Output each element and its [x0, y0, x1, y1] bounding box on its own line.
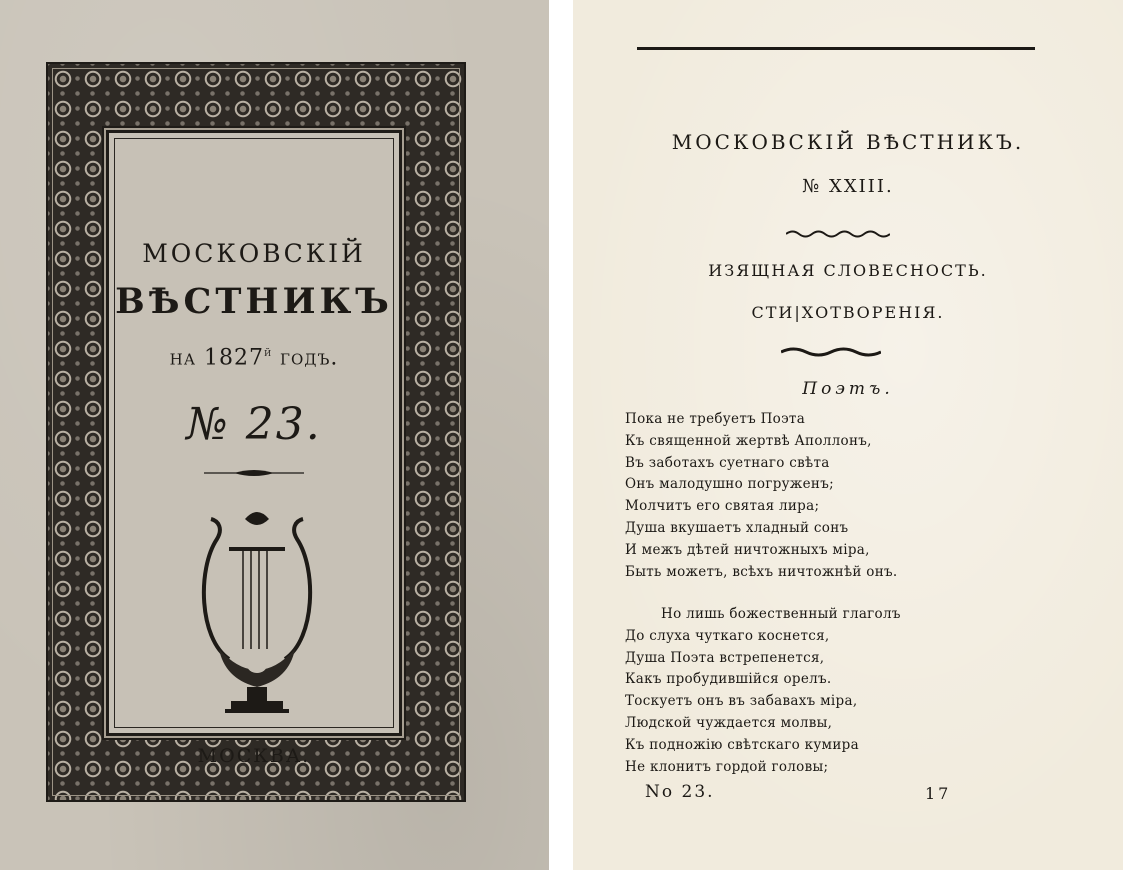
- cover-year-prefix: на 1827: [169, 345, 265, 371]
- page-gap: [549, 0, 573, 870]
- poem-line: Молчитъ его святая лира;: [625, 498, 820, 515]
- stanza-2: [625, 604, 901, 778]
- poem-line: Пока не требуетъ Поэта: [625, 411, 806, 427]
- page-title: МОСКОВСКІЙ ВѢСТНИКЪ.: [671, 130, 1025, 154]
- issue-number: № XXIII.: [802, 176, 894, 197]
- cover-year: [109, 345, 399, 370]
- wave-ornament-icon: [786, 229, 890, 239]
- cover-year-suffix: годъ.: [272, 345, 339, 371]
- poem-line: До слуха чуткаго коснется,: [625, 627, 830, 644]
- poem-line: Быть можетъ, всѣхъ ничтожнѣй онъ.: [625, 563, 898, 580]
- stanza-1: [625, 409, 898, 583]
- lyre-icon: [189, 509, 325, 721]
- cover-panel: [106, 130, 402, 767]
- cover-city: МОСКВА.: [197, 745, 311, 767]
- cover-title-line1: МОСКОВСКІЙ: [142, 239, 366, 268]
- poem-line: Не клонитъ гордой головы;: [625, 758, 829, 775]
- poem-title: Поэтъ.: [802, 379, 894, 399]
- poem-line: И межъ дѣтей ничтожныхъ міра,: [625, 541, 870, 558]
- cover-title-line2: ВѢСТНИКЪ: [115, 281, 393, 322]
- page-number: 17: [925, 784, 952, 803]
- poem-line: Какъ пробудившійся орелъ.: [625, 671, 832, 688]
- top-rule: [637, 47, 1035, 50]
- poem-line: Но лишь божественный глаголъ: [661, 606, 901, 622]
- poem-line: Къ священной жертвѣ Аполлонъ,: [625, 432, 872, 449]
- ornamental-border: [46, 62, 466, 802]
- subsection-heading: СТИ|ХОТВОРЕНІЯ.: [751, 303, 945, 322]
- poem-line: Онъ малодушно погруженъ;: [625, 476, 834, 493]
- wave-ornament-icon: [781, 347, 881, 357]
- cover-issue-number: № 23.: [186, 399, 322, 450]
- cover-year-sup: й: [264, 345, 273, 359]
- poem-line: Душа вкушаетъ хладный сонъ: [625, 519, 849, 536]
- section-heading: ИЗЯЩНАЯ СЛОВЕСНОСТЬ.: [708, 261, 988, 280]
- ornament-divider-icon: [204, 467, 304, 479]
- poem-line: Къ подножію свѣтскаго кумира: [625, 736, 859, 753]
- footer-issue-number: No 23.: [645, 782, 715, 802]
- poem-line: Душа Поэта встрепенется,: [625, 649, 825, 666]
- poem-line: Людской чуждается молвы,: [625, 714, 833, 731]
- cover-page: [0, 0, 549, 870]
- poem-line: Тоскуетъ онъ въ забавахъ міра,: [625, 693, 858, 710]
- poem-line: Въ заботахъ суетнаго свѣта: [625, 454, 830, 471]
- text-page: [573, 0, 1123, 870]
